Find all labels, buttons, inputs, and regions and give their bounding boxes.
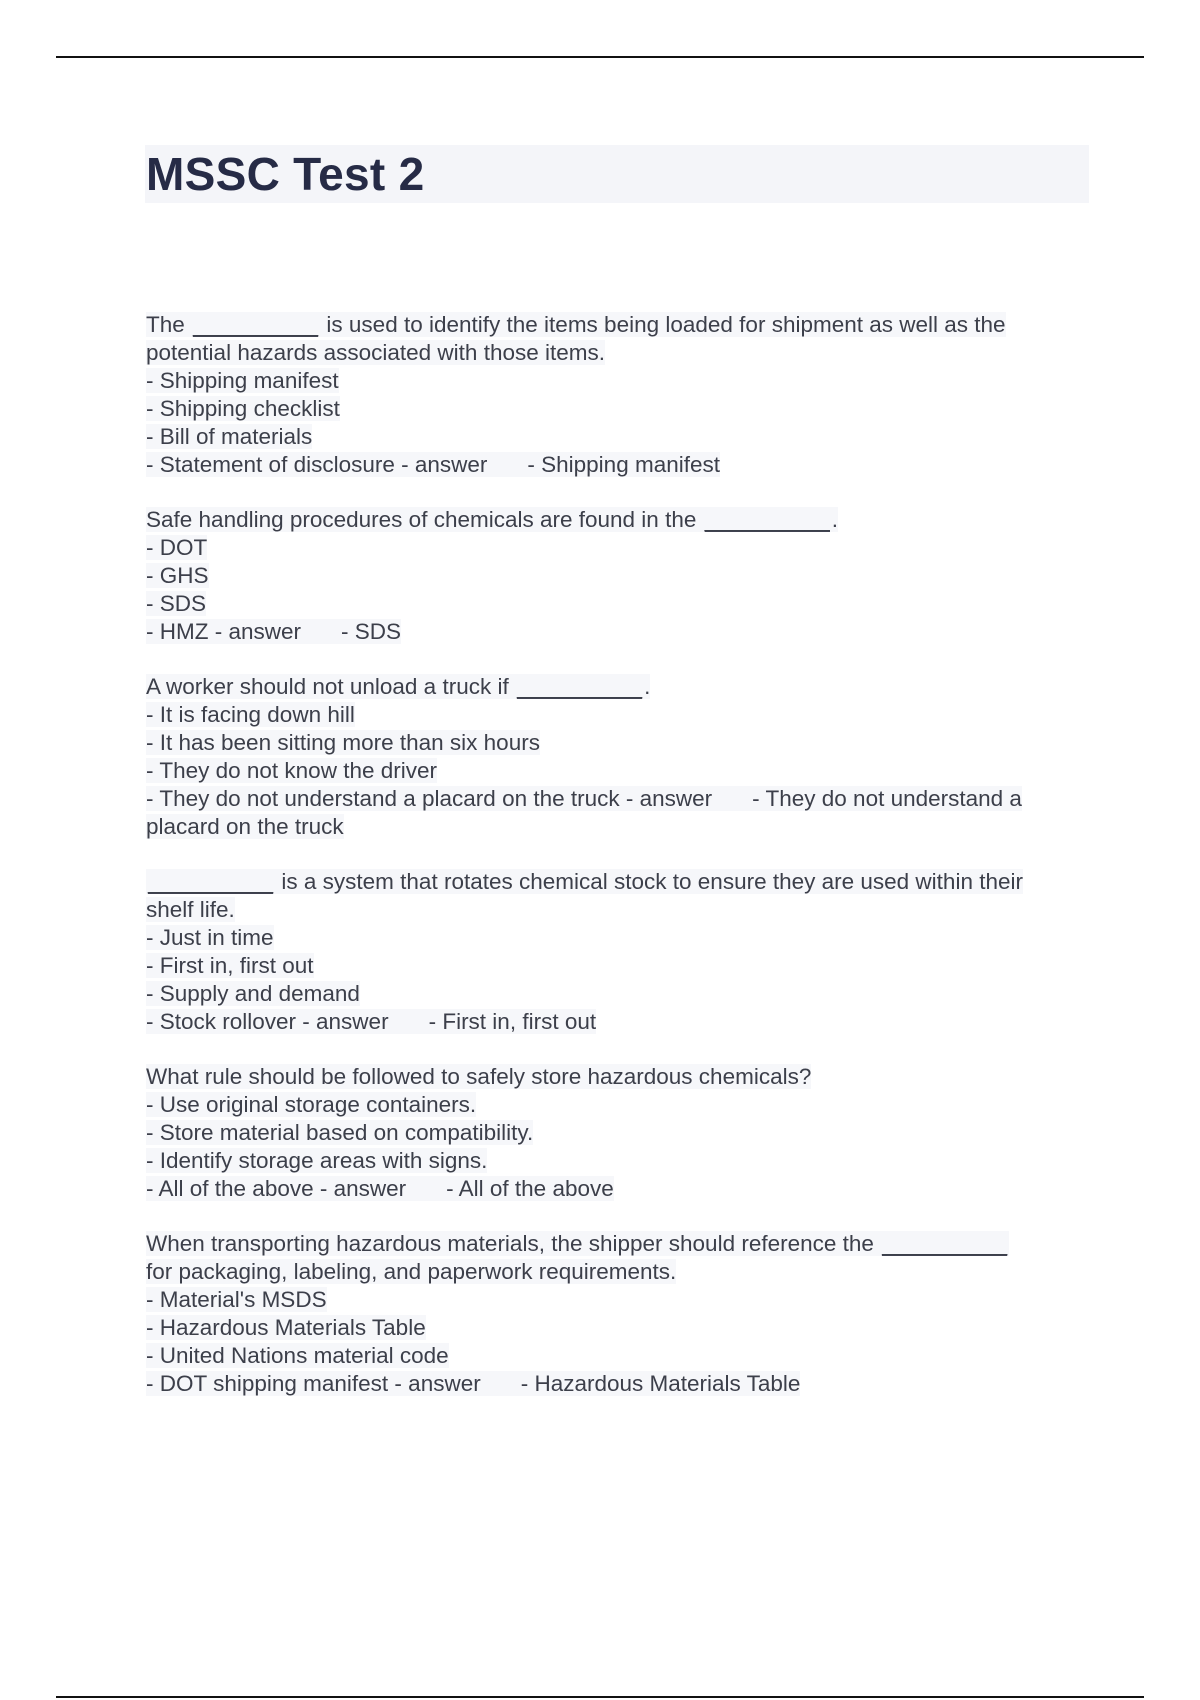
line-text-segment: shelf life. xyxy=(146,897,235,922)
bottom-divider xyxy=(56,1696,1144,1698)
question-line xyxy=(146,1314,1096,1342)
line-text-segment: - All of the above - answer xyxy=(146,1176,407,1201)
line-text xyxy=(146,702,355,727)
question-line xyxy=(146,1230,1096,1258)
question-line xyxy=(146,590,1096,618)
answer-text: - First in, first out xyxy=(428,1009,597,1034)
question-line xyxy=(146,395,1096,423)
line-text-segment: - Statement of disclosure - answer xyxy=(146,452,488,477)
fill-in-blank: __________ xyxy=(148,869,274,894)
line-text xyxy=(146,1064,811,1089)
line-text-segment: - First in, first out xyxy=(146,953,314,978)
question-line xyxy=(146,423,1096,451)
question-line xyxy=(146,813,1096,841)
question-line xyxy=(146,1063,1096,1091)
line-text-segment: - Use original storage containers. xyxy=(146,1092,477,1117)
line-text-segment: - Stock rollover - answer xyxy=(146,1009,389,1034)
line-text xyxy=(146,1371,800,1396)
question-line xyxy=(146,1147,1096,1175)
answer-text: - All of the above xyxy=(446,1176,614,1201)
line-text-segment: - Supply and demand xyxy=(146,981,360,1006)
question-line xyxy=(146,673,1096,701)
line-text-segment: - Identify storage areas with signs. xyxy=(146,1148,488,1173)
line-text xyxy=(146,925,274,950)
line-text-segment: - Shipping checklist xyxy=(146,396,340,421)
line-text-segment: is used to identify the items being loaded for shipment as well as the xyxy=(320,312,1006,337)
line-text-segment: - Material's MSDS xyxy=(146,1287,327,1312)
fill-in-blank: __________ xyxy=(704,507,830,532)
question-line xyxy=(146,506,1096,534)
answer-text: - Hazardous Materials Table xyxy=(520,1371,801,1396)
line-text xyxy=(146,1092,476,1117)
line-text xyxy=(146,1231,1009,1256)
question-line xyxy=(146,1342,1096,1370)
question-line xyxy=(146,952,1096,980)
question-line xyxy=(146,868,1096,896)
question-line xyxy=(146,451,1096,479)
answer-text: - SDS xyxy=(341,619,402,644)
question-line xyxy=(146,1370,1096,1398)
line-text xyxy=(146,1343,449,1368)
line-text-segment: The xyxy=(146,312,192,337)
question-line xyxy=(146,1119,1096,1147)
line-text-segment: - They do not understand a placard on the truck - answer xyxy=(146,786,713,811)
line-text-segment: - It is facing down hill xyxy=(146,702,355,727)
line-text xyxy=(146,981,360,1006)
question-line xyxy=(146,1286,1096,1314)
line-text-segment: - DOT xyxy=(146,535,208,560)
line-text-segment: . xyxy=(831,507,839,532)
question-block xyxy=(146,311,1096,479)
question-line xyxy=(146,729,1096,757)
question-line xyxy=(146,924,1096,952)
question-block xyxy=(146,1063,1096,1203)
line-text-segment: for packaging, labeling, and paperwork requirements. xyxy=(146,1259,677,1284)
line-text-segment: - Hazardous Materials Table xyxy=(146,1315,426,1340)
line-text xyxy=(146,535,207,560)
line-text-segment: - HMZ - answer xyxy=(146,619,302,644)
question-line xyxy=(146,311,1096,339)
line-text xyxy=(146,591,206,616)
question-line xyxy=(146,785,1096,813)
question-line xyxy=(146,1258,1096,1286)
line-text xyxy=(146,619,401,644)
line-text xyxy=(146,340,605,365)
line-text xyxy=(146,368,339,393)
line-text xyxy=(146,869,1023,894)
line-text-segment: - Just in time xyxy=(146,925,274,950)
fill-in-blank: __________ xyxy=(193,312,319,337)
line-text xyxy=(146,814,344,839)
line-text xyxy=(146,674,650,699)
question-line xyxy=(146,1091,1096,1119)
answer-text: - Shipping manifest xyxy=(527,452,720,477)
question-block xyxy=(146,868,1096,1036)
line-text xyxy=(146,786,1022,811)
question-line xyxy=(146,562,1096,590)
line-text xyxy=(146,507,838,532)
question-block xyxy=(146,1230,1096,1398)
line-text-segment: . xyxy=(644,674,651,699)
question-line xyxy=(146,980,1096,1008)
line-text xyxy=(146,1148,487,1173)
question-line xyxy=(146,701,1096,729)
line-text-segment: When transporting hazardous materials, the shipper should reference the xyxy=(146,1231,881,1256)
line-text-segment: potential hazards associated with those items. xyxy=(146,340,605,365)
line-text-segment: - SDS xyxy=(146,591,207,616)
line-text xyxy=(146,897,235,922)
question-line xyxy=(146,534,1096,562)
question-block xyxy=(146,673,1096,841)
question-line xyxy=(146,339,1096,367)
question-line xyxy=(146,1008,1096,1036)
line-text-segment: - Store material based on compatibility. xyxy=(146,1120,534,1145)
top-divider xyxy=(56,56,1144,58)
line-text-segment: - Bill of materials xyxy=(146,424,313,449)
question-line xyxy=(146,757,1096,785)
line-text-segment: What rule should be followed to safely store hazardous chemicals? xyxy=(146,1064,812,1089)
line-text xyxy=(146,1009,596,1034)
page-title: MSSC Test 2 xyxy=(146,148,425,200)
line-text xyxy=(146,758,437,783)
question-line xyxy=(146,896,1096,924)
line-text-segment: is a system that rotates chemical stock to ensure they are used within their xyxy=(275,869,1023,894)
line-text-segment: Safe handling procedures of chemicals are found in the xyxy=(146,507,703,532)
line-text xyxy=(146,953,314,978)
fill-in-blank: __________ xyxy=(516,674,643,699)
line-text xyxy=(146,1315,426,1340)
line-text-segment: A worker should not unload a truck if xyxy=(146,674,515,699)
line-text-segment: placard on the truck xyxy=(146,814,344,839)
line-text-segment: - United Nations material code xyxy=(146,1343,449,1368)
line-text-segment: - They do not know the driver xyxy=(146,758,437,783)
line-text xyxy=(146,730,540,755)
line-text xyxy=(146,1259,676,1284)
line-text xyxy=(146,1120,533,1145)
question-line xyxy=(146,1175,1096,1203)
line-text xyxy=(146,452,720,477)
line-text-segment: - Shipping manifest xyxy=(146,368,339,393)
question-line xyxy=(146,618,1096,646)
line-text xyxy=(146,1176,614,1201)
line-text xyxy=(146,563,209,588)
fill-in-blank: __________ xyxy=(882,1231,1008,1256)
line-text-segment: - GHS xyxy=(146,563,209,588)
line-text-segment: - It has been sitting more than six hours xyxy=(146,730,540,755)
answer-text: - They do not understand a xyxy=(752,786,1022,811)
question-line xyxy=(146,367,1096,395)
line-text xyxy=(146,1287,327,1312)
line-text xyxy=(146,424,312,449)
line-text-segment: - DOT shipping manifest - answer xyxy=(146,1371,481,1396)
line-text xyxy=(146,312,1006,337)
question-list xyxy=(146,311,1096,1425)
question-block xyxy=(146,506,1096,646)
line-text xyxy=(146,396,340,421)
